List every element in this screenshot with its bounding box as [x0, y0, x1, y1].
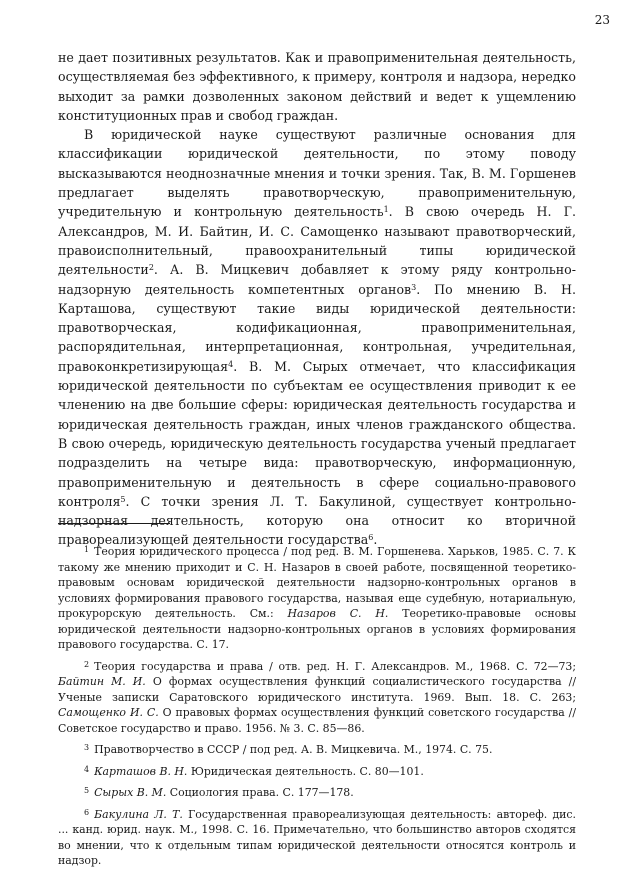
footnote-ref[interactable]: 6 — [368, 533, 374, 543]
author-name: Самощенко И. С. — [58, 706, 159, 719]
author-name: Байтин М. И. — [58, 675, 146, 688]
footnote-number: 5 — [84, 786, 90, 795]
footnote-number: 2 — [84, 659, 90, 669]
footnote-ref[interactable]: 1 — [383, 205, 389, 215]
footnote — [58, 805, 576, 869]
text-run: Социология права. С. 177—178. — [166, 786, 354, 799]
text-run: . — [373, 532, 378, 548]
footnote-separator — [58, 523, 170, 524]
text-run: В юридической науке существуют различные основания для классификации юридической деятельности, по этому поводу высказываются неоднозначные мнения и точки зрения. Так, В. М. Горшенев предлагает выделять правотворческую, правоприменительную, учредительную и контрольную деятельность — [58, 127, 576, 220]
paragraph — [58, 48, 576, 125]
text-run: Юридическая деятельность. С. 80—101. — [187, 764, 424, 778]
footnote-number: 4 — [84, 764, 90, 774]
text-run: Государственная правореализующая деятельность: автореф. дис. ... канд. юрид. наук. М., 1998. С. 16. Примечательно, что большинство авторов сходятся во мнении, что к отдельным типам юридической деятельности относятся контроль и надзор. — [58, 807, 576, 867]
text-run: . По мнению В. Н. Карташова, существуют такие виды юридической деятельности: правотворческая, кодификационная, правоприменительная, распорядительная, интерпретационная, контрольная, учредительная, правоконкретизирующая — [58, 281, 576, 374]
author-name: Сырых В. М. — [94, 786, 167, 799]
footnote-number: 6 — [84, 807, 90, 817]
text-run: Теория государства и права / отв. ред. Н. Г. Александров. М., 1968. С. 72—73; — [94, 659, 576, 673]
paragraph — [58, 125, 576, 550]
footnote-ref[interactable]: 3 — [411, 282, 417, 292]
footnote-ref[interactable]: 4 — [228, 359, 234, 369]
text-run: Правотворчество в СССР / под ред. А. В. Мицкевича. М., 1974. С. 75. — [94, 743, 493, 756]
text-run: . В. М. Сырых отмечает, что классификация юридической деятельности по субъектам ее осуществления приводит к ее членению на две большие сферы: юридическая деятельность государства и юридическая деятельность граждан, иных членов гражданского общества. В свою очередь, юридическую деятельность государства ученый предлагает подразделить на четыре вида: правотворческую, информационную, правоприменительную и деятельность в сфере социально-правового контроля — [58, 358, 576, 509]
text-run: Теория юридического процесса / под ред. В. М. Горшенева. Харьков, 1985. С. 7. К такому же мнению приходит и С. Н. Назаров в своей работе, посвященной теоретико-правовым основам юридической деятельности надзорно-контрольных органов в условиях формирования правового государства, называя еще судебную, нотариальную, прокурорскую деятельность. См.: — [58, 545, 576, 620]
text-run: О правовых формах осуществления функций советского государства // Советское государство и право. 1956. № 3. С. 85—86. — [58, 706, 577, 735]
footnote — [58, 783, 576, 801]
author-name: Карташов В. Н. — [94, 764, 188, 778]
footnote — [58, 542, 576, 653]
text-run: . А. В. Мицкевич добавляет к этому ряду контрольно-надзорную деятельность компетентных органов — [58, 262, 576, 297]
footnotes — [58, 542, 576, 873]
footnote-number: 1 — [84, 545, 90, 554]
footnote — [58, 740, 576, 758]
page-number: 23 — [594, 13, 610, 27]
text-run: . С точки зрения Л. Т. Бакулиной, существует контрольно-надзорная деятельность, которую она относит ко вторичной правореализующей деятельности государства — [58, 493, 576, 548]
text-run: Теоретико-правовые основы юридической деятельности надзорно-контрольных органов в условиях формирования правового государства. С. 17. — [58, 607, 577, 651]
footnote — [58, 657, 576, 737]
body-text — [58, 48, 576, 550]
footnote — [58, 762, 576, 780]
footnote-ref[interactable]: 5 — [120, 494, 126, 504]
text-run: не дает позитивных результатов. Как и правоприменительная деятельность, осуществляемая без эффективного, к примеру, контроля и надзора, нередко выходит за рамки дозволенных законом действий и ведет к ущемлению конституционных прав и свобод граждан. — [58, 50, 576, 123]
author-name: Назаров С. Н. — [287, 607, 389, 620]
text-run: О формах осуществления функций социалистического государства // Ученые записки Саратовского юридического института. 1969. Вып. 18. С. 263; — [58, 675, 576, 704]
footnote-ref[interactable]: 2 — [148, 263, 154, 273]
footnote-number: 3 — [84, 743, 90, 752]
author-name: Бакулина Л. Т. — [94, 807, 183, 821]
text-run: . В свою очередь Н. Г. Александров, М. И. Байтин, И. С. Самощенко называют правотворческий, правоисполнительный, правоохранительный типы юридической деятельности — [58, 204, 577, 278]
